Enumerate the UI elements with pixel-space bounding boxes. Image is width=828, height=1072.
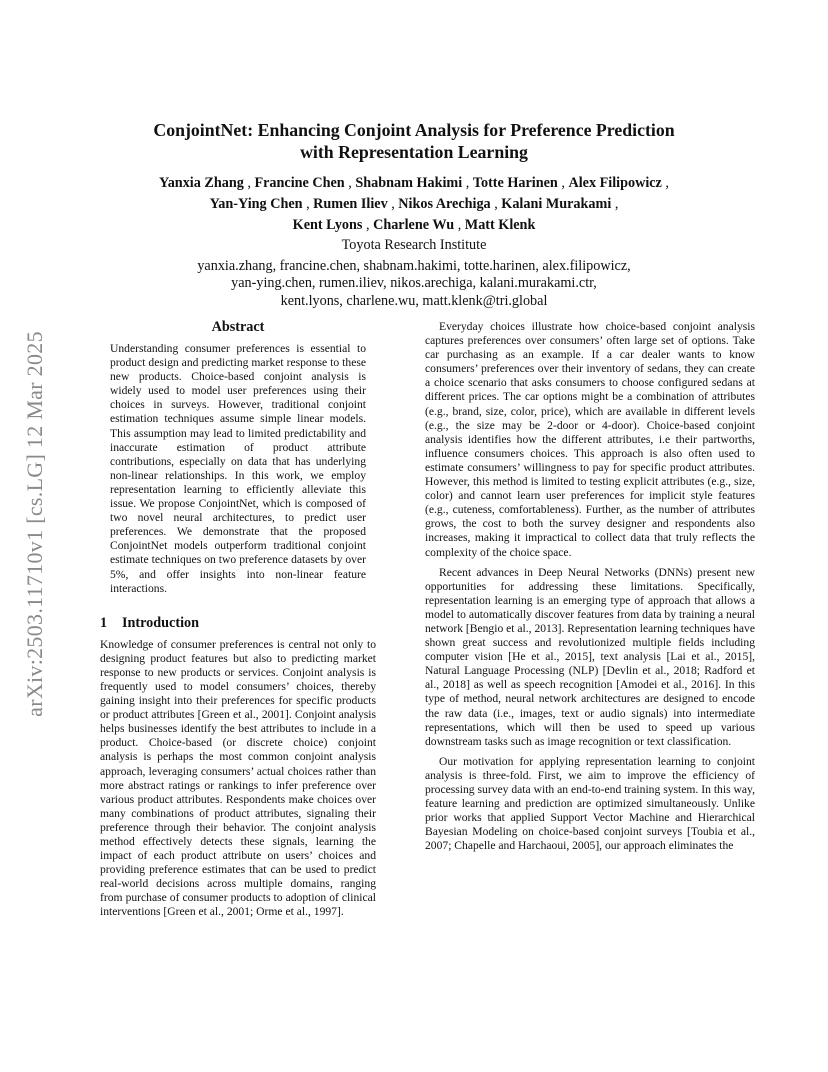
- arxiv-stamp-text: arXiv:2503.11710v1 [cs.LG] 12 Mar 2025: [22, 331, 47, 717]
- title-line-2: with Representation Learning: [300, 142, 528, 162]
- author: Kent Lyons: [292, 217, 363, 233]
- author: Charlene Wu: [373, 217, 455, 233]
- author: Rumen Iliev: [313, 196, 388, 212]
- body-paragraph-1: Everyday choices illustrate how choice-based conjoint analysis captures preferences over consumers’ often large set of options. Take car purchasing as an example. If a car dealer wants to know consumers’ preferences over their inventory of sedans, they can create a choice scenario that asks consumers to choose configured sedans at different prices. The car options might be a combination of attributes (e.g., brand, size, color, price), which are available in different levels (e.g., the size may be 2-door or 4-door). Choice-based conjoint analysis identifies how the different attributes, i.e their partworths, influence consumers choices. This approach is also often used to estimate consumers’ willingness to pay for specific product attributes. However, this method is limited to testing explicit attributes (e.g., size, color) and cannot learn user preferences for implicit style features (e.g., cuteness, comfortableness). Further, as the number of attributes grows, the cost to both the survey designer and respondents also increases, making it impractical to collect data that truly reflects the complexity of the choice space.: [425, 320, 755, 559]
- intro-paragraph-1: Knowledge of consumer preferences is central not only to designing product features but also to predicting market response to new products or services. Conjoint analysis is frequently used to model consumers’ choices, thereby gaining insight into their preferences for specific products or product attributes [Green et al., 2001]. Conjoint analysis helps businesses identify the best attributes to include in a product. Choice-based (or discrete choice) conjoint analysis is perhaps the most common conjoint analysis approach, leveraging consumers’ actual choices rather than more abstract ratings or rankings to infer preference over various product attributes. Respondents make choices over many combinations of product attributes, signaling their preference through their behavior. The conjoint analysis method effectively detects these signals, learning the impact of each product attribute on users’ choices and providing preference estimates that can be used to predict real-world decisions across multiple domains, ranging from purchase of consumer products to adoption of clinical interventions [Green et al., 2001; Orme et al., 1997].: [100, 637, 376, 919]
- section-number: 1: [100, 614, 108, 631]
- email-line: yanxia.zhang, francine.chen, shabnam.hakimi, totte.harinen, alex.filipowicz,: [197, 258, 631, 274]
- section-heading-introduction: [100, 614, 376, 632]
- email-line: kent.lyons, charlene.wu, matt.klenk@tri.global: [280, 292, 548, 309]
- title-line-1: ConjointNet: Enhancing Conjoint Analysis for Preference Prediction: [153, 120, 675, 140]
- section-title: Introduction: [122, 614, 199, 631]
- abstract-text: Understanding consumer preferences is essential to product design and predicting market response to these new products. Choice-based conjoint analysis is widely used to model user preferences using their choices in surveys. However, traditional conjoint estimation techniques assume simple linear models. This assumption may lead to limited predictability and inaccurate estimation of product attribute contributions, especially on data that has underlying non-linear relationships. In this work, we employ representation learning to efficiently alleviate this issue. We propose ConjointNet, which is composed of two novel neural architectures, to predict user preferences. We demonstrate that the proposed ConjointNet models outperform traditional conjoint estimate techniques on two preference datasets by over 5%, and offer insights into non-linear feature interactions.: [110, 342, 366, 595]
- author-list: Yanxia Zhang , Francine Chen , Shabnam Hakimi , Totte Harinen , Alex Filipowicz , Yan-Ying Chen , Rumen Iliev , Nikos Arechiga , Kalani Murakami , Kent Lyons , Charlene Wu , Matt Klenk: [159, 175, 669, 233]
- author: Yanxia Zhang: [159, 175, 244, 191]
- body-paragraph-3: Our motivation for applying representation learning to conjoint analysis is three-fold. First, we aim to improve the efficiency of processing survey data with an end-to-end training system. In this way, feature learning and prediction are optimized simultaneously. Unlike prior works that applied Support Vector Machine and Hierarchical Bayesian Modeling on choice-based conjoint surveys [Toubia et al., 2007; Chapelle and Harchaoui, 2005], our approach eliminates the: [425, 754, 755, 853]
- author: Shabnam Hakimi: [355, 175, 463, 191]
- author: Francine Chen: [254, 175, 345, 191]
- author: Nikos Arechiga: [398, 196, 491, 212]
- email-line: yan-ying.chen, rumen.iliev, nikos.arechiga, kalani.murakami.ctr,: [231, 275, 597, 292]
- author: Kalani Murakami: [501, 196, 612, 212]
- left-column: [100, 318, 376, 926]
- email-list: [100, 258, 728, 310]
- body-paragraph-2: Recent advances in Deep Neural Networks (DNNs) present new opportunities for addressing these limitations. Specifically, representation learning is an emerging type of approach that allows a model to automatically discover features from data by training a neural network [Bengio et al., 2013]. Representation learning techniques have shown great success and revolutionized multiple fields including computer vision [He et al., 2015], text analysis [Lai et al., 2015], Natural Language Processing (NLP) [Devlin et al., 2018; Radford et al., 2018] as well as speech recognition [Amodei et al., 2016]. In this type of method, neural network architectures are designed to encode the raw data (i.e., images, text or audio signals) into intermediate representations, which will then be used to speed up various downstream tasks such as image recognition or text classification.: [425, 565, 755, 748]
- paper-title: [100, 119, 728, 163]
- paper-header: [100, 119, 728, 310]
- author: Matt Klenk: [464, 217, 536, 233]
- arxiv-stamp: [22, 284, 48, 764]
- author: Yan-Ying Chen: [209, 196, 303, 212]
- author: Alex Filipowicz: [568, 175, 662, 191]
- author: Totte Harinen: [472, 175, 558, 191]
- affiliation: Toyota Research Institute: [341, 237, 487, 253]
- abstract-heading: Abstract: [211, 319, 265, 335]
- right-column: [425, 320, 755, 859]
